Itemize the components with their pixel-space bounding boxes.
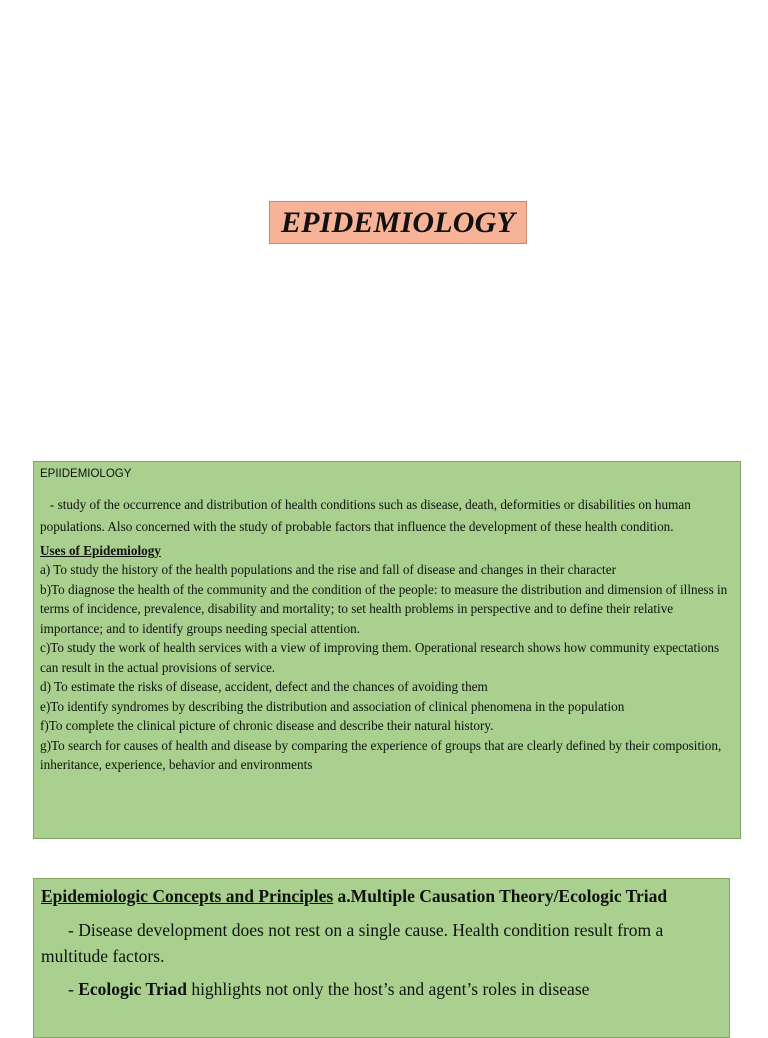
concepts-panel bbox=[33, 878, 730, 1038]
title-box bbox=[269, 201, 527, 244]
use-item-g: g)To search for causes of health and disease by comparing the experience of groups that are clearly defined by their composition, inheritance, experience, behavior and environments bbox=[40, 737, 722, 772]
definition-text bbox=[40, 494, 734, 538]
causation-paragraph: - Disease development does not rest on a single cause. Health condition result from a multitude factors. bbox=[41, 920, 664, 966]
ecologic-triad-term: Ecologic Triad bbox=[78, 979, 187, 999]
use-item-a: a) To study the history of the health populations and the rise and fall of disease and changes in their character bbox=[40, 562, 616, 577]
use-item-c: c)To study the work of health services with a view of improving them. Operational research shows how community expectations can result in the actual provisions of service. bbox=[40, 640, 720, 675]
uses-title: Uses of Epidemiology bbox=[40, 543, 161, 558]
triad-prefix: - bbox=[68, 979, 79, 999]
section-heading: EPIIDEMIOLOGY bbox=[40, 468, 132, 480]
concepts-title: Epidemiologic Concepts and Principles bbox=[41, 886, 334, 906]
use-item-e: e)To identify syndromes by describing the distribution and association of clinical phenomena in the population bbox=[40, 698, 625, 714]
definition-body: - study of the occurrence and distribution of health conditions such as disease, death, deformities or disabilities on human populations. Also concerned with the study of probable factors that influence the development of these health condition. bbox=[40, 497, 691, 534]
concepts-heading bbox=[41, 883, 721, 909]
ecologic-triad-paragraph bbox=[41, 976, 721, 1002]
epidemiology-definition-panel bbox=[33, 461, 741, 839]
theory-title: a.Multiple Causation Theory/Ecologic Triad bbox=[337, 886, 668, 906]
use-item-d: d) To estimate the risks of disease, accident, defect and the chances of avoiding them bbox=[40, 679, 488, 694]
use-item-f: f)To complete the clinical picture of chronic disease and describe their natural history. bbox=[40, 718, 494, 733]
use-item-b: b)To diagnose the health of the community and the condition of the people: to measure the distribution and dimension of illness in terms of incidence, prevalence, disability and mortality; to set health problems in perspective and to define their relative importance; and to identify groups needing special attention. bbox=[40, 581, 728, 636]
triad-rest: highlights not only the host’s and agent’s roles in disease bbox=[186, 979, 590, 999]
document-title: EPIDEMIOLOGY bbox=[280, 205, 516, 239]
